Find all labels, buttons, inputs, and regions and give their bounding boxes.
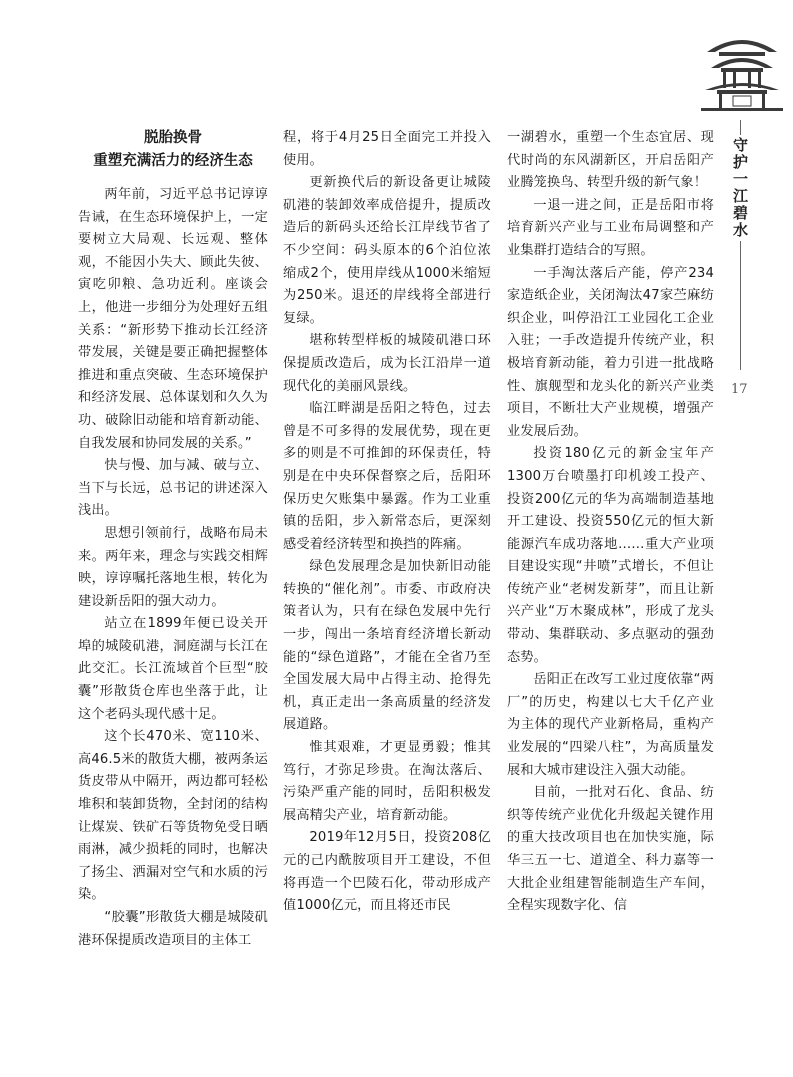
column-3-body (507, 127, 714, 918)
paragraph: 快与慢、加与减、破与立、当下与长远，总书记的讲述深入浅出。 (78, 458, 268, 519)
page-number: 17 (731, 382, 748, 397)
paragraph: 两年前，习近平总书记谆谆告诫，在生态环境保护上，一定要树立大局观、长远观、整体观，不能因小失大、顾此失彼、寅吃卯粮、急功近利。座谈会上，他进一步细分为处理好五组关系：“新形势下推动长江经济带发展，关键是要正确把握整体推进和重点突破、生态环境保护和经济发展、总体谋划和久久为功、破除旧动能和培育新动能、自我发展和协同发展的关系。” (78, 187, 268, 451)
paragraph: 堪称转型样板的城陵矶港口环保提质改造后，成为长江沿岸一道现代化的美丽风景线。 (283, 333, 491, 394)
column-1-body (78, 184, 268, 952)
paragraph: 投资180亿元的新金宝年产1300万台喷墨打印机竣工投产、投资200亿元的华为高端制造基地开工建设、投资550亿元的恒大新能源汽车成功落地……重大产业项目建设实现“井喷”式增长，不但让传统产业“老树发新芽”，而且让新兴产业“万木聚成林”，形成了龙头带动、集群联动、多点驱动的强劲态势。 (507, 446, 714, 665)
paragraph: 更新换代后的新设备更让城陵矶港的装卸效率成倍提升，提质改造后的新码头还给长江岸线节省了不少空间：码头原本的6个泊位浓缩成2个，使用岸线从1000米缩短为250米。退还的岸线将全部进行复绿。 (283, 175, 491, 326)
paragraph: 思想引领前行，战略布局未来。两年来，理念与实践交相辉映，谆谆嘱托落地生根，转化为建设新岳阳的强大动力。 (78, 525, 268, 609)
column-3 (507, 127, 714, 918)
yueyang-tower-logo (697, 30, 787, 116)
paragraph: 2019年12月5日，投资208亿元的己内酰胺项目开工建设，不但将再造一个巴陵石化，带动形成产值1000亿元，而且将还市民 (283, 830, 491, 914)
title-line-2: 重塑充满活力的经济生态 (93, 153, 253, 169)
paragraph: 岳阳正在改写工业过度依靠“两厂”的历史，构建以七大千亿产业为主体的现代产业新格局，重构产业发展的“四梁八柱”，为高质量发展和大城市建设注入强大动能。 (507, 672, 714, 778)
paragraph: 程，将于4月25日全面完工并投入使用。 (283, 130, 491, 168)
section-title: 守护一江碧水 (727, 135, 751, 241)
paragraph: 临江畔湖是岳阳之特色，过去曾是不可多得的发展优势，现在更多的则是不可推卸的环保责任，特别是在中央环保督察之后，岳阳环保历史欠账集中暴露。作为工业重镇的岳阳，步入新常态后，更深刻感受着经济转型和换挡的阵痛。 (283, 401, 491, 552)
paragraph: 一湖碧水，重塑一个生态宜居、现代时尚的东风湖新区，开启岳阳产业腾笼换鸟、转型升级的新气象！ (507, 130, 714, 191)
column-1 (78, 127, 268, 952)
paragraph: 绿色发展理念是加快新旧动能转换的“催化剂”。市委、市政府决策者认为，只有在绿色发展中先行一步，闯出一条培育经济增长新动能的“绿色道路”，才能在全省乃至全国发展大局中占得主动、抢得先机，真正走出一条高质量的经济发展道路。 (283, 559, 491, 733)
article-title (78, 127, 268, 173)
title-line-1: 脱胎换骨 (144, 130, 202, 146)
paragraph: 一退一进之间，正是岳阳市将培育新兴产业与工业布局调整和产业集群打造结合的写照。 (507, 197, 714, 258)
column-2 (283, 127, 491, 918)
paragraph: 一手淘汰落后产能，停产234家造纸企业，关闭淘汰47家苎麻纺织企业，叫停沿江工业园化工企业入驻；一手改造提升传统产业，积极培育新动能，着力引进一批战略性、旗舰型和龙头化的新兴产业类项目，不断壮大产业规模，增强产业发展后劲。 (507, 265, 714, 439)
paragraph: 惟其艰难，才更显勇毅；惟其笃行，才弥足珍贵。在淘汰落后、污染严重产能的同时，岳阳积极发展高精尖产业，培育新动能。 (283, 740, 491, 823)
column-2-body (283, 127, 491, 918)
paragraph: 站立在1899年便已设关开埠的城陵矶港，洞庭湖与长江在此交汇。长江流域首个巨型“胶囊”形散货仓库也坐落于此，让这个老码头现代感十足。 (78, 616, 268, 722)
paragraph: “胶囊”形散货大棚是城陵矶港环保提质改造项目的主体工 (78, 910, 268, 948)
paragraph: 这个长470米、宽110米、高46.5米的散货大棚，被两条运货皮带从中隔开，两边都可轻松堆积和装卸货物，全封闭的结构让煤炭、铁矿石等货物免受日晒雨淋，减少损耗的同时，也解决了扬尘、洒漏对空气和水质的污染。 (78, 729, 269, 903)
paragraph: 目前，一批对石化、食品、纺织等传统产业优化升级起关键作用的重大技改项目也在加快实施，际华三五一七、道道全、科力嘉等一大批企业组建智能制造生产车间，全程实现数字化、信 (507, 785, 714, 914)
